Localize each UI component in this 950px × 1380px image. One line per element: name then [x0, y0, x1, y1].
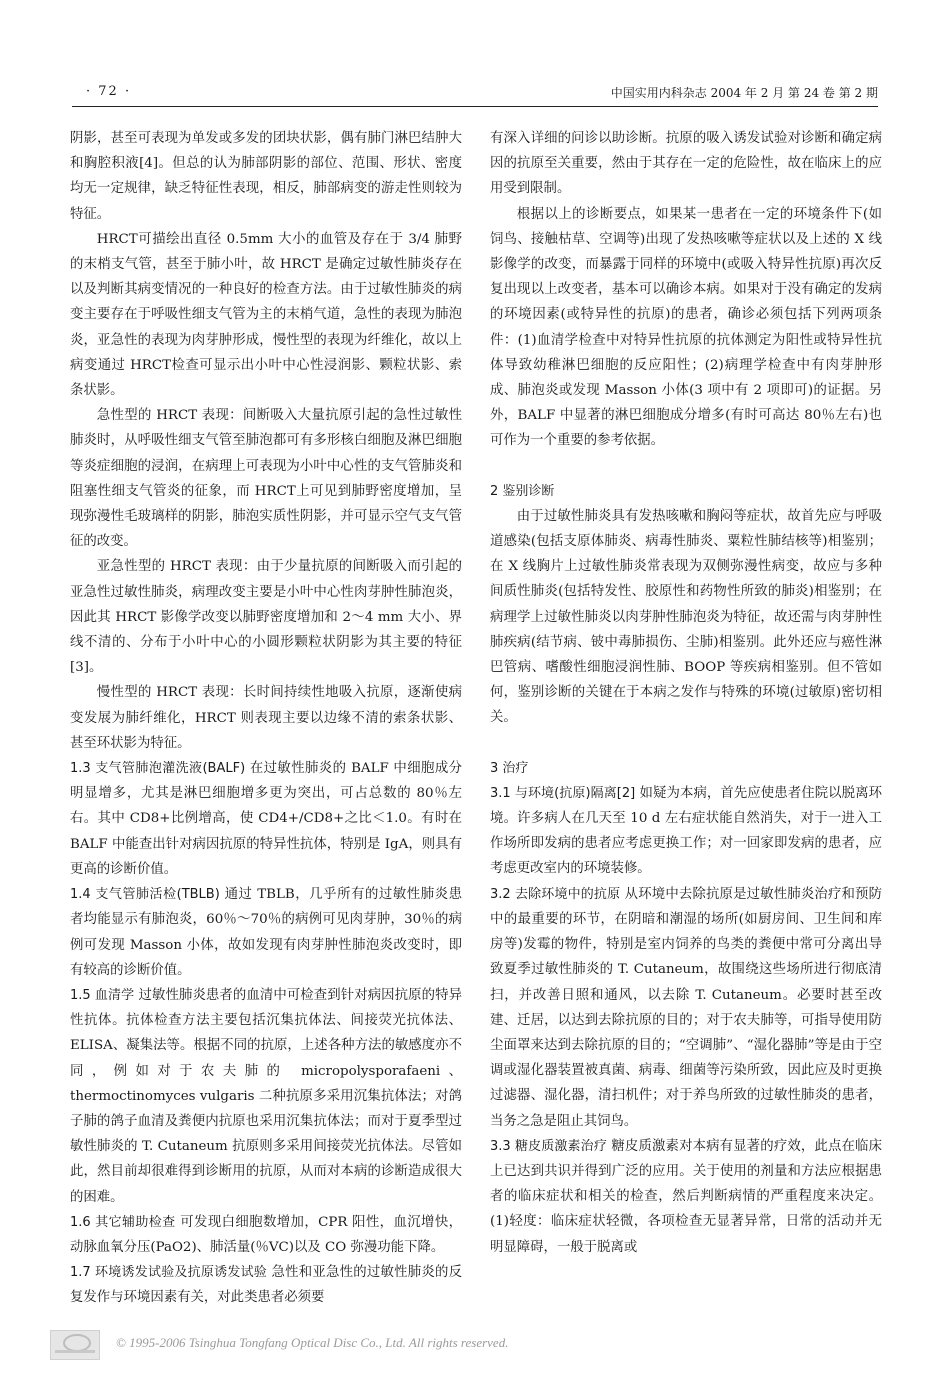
paragraph: 阴影，甚至可表现为单发或多发的团块状影，偶有肺门淋巴结肿大和胸腔积液[4]。但总的认为肺部阴影的部位、范围、形状、密度均无一定规律，缺乏特征性表现，相反，肺部病变的游走性则较为特征。 [70, 131, 462, 222]
right-column [490, 126, 882, 1260]
paragraph-text: 糖皮质激素对本病有显著的疗效，此点在临床上已达到共识并得到广泛的应用。关于使用的剂量和方法应根据患者的临床症状和相关的检查，然后判断病情的严重程度来决定。(1)轻度：临床症状轻微，各项检查无显著异常，日常的活动并无明显障碍，一般于脱离或 [490, 1138, 882, 1255]
paragraph: 根据以上的诊断要点，如果某一患者在一定的环境条件下(如饲鸟、接触枯草、空调等)出现了发热咳嗽等症状以及上述的 X 线影像学的改变，而暴露于同样的环境中(或吸入特异性抗原)再次反复出现以上改变者，基本可以确诊本病。如果对于没有确定的发病的环境因素(或特异性的抗原)的患者，确诊必须包括下列两项条件：(1)血清学检查中对特异性抗原的抗体测定为阳性或特异性抗体导致幼稚淋巴细胞的反应阳性；(2)病理学检查中有肉芽肿形成、肺泡炎或发现 Masson 小体(3 项中有 2 项即可)的证据。另外，BALF 中显著的淋巴细胞成分增多(有时可高达 80％左右)也可作为一个重要的参考依据。 [490, 206, 882, 449]
paragraph [70, 1210, 462, 1260]
section-heading: 3 治疗 [490, 760, 529, 776]
subsection-heading: 3.1 与环境(抗原)隔离[2] [490, 785, 636, 801]
journal-citation: 中国实用内科杂志 2004 年 2 月 第 24 卷 第 2 期 [610, 86, 878, 100]
logo-underline [55, 1350, 95, 1353]
subsection-heading: 1.6 其它辅助检查 [70, 1214, 176, 1230]
paragraph: 亚急性型的 HRCT 表现：由于少量抗原的间断吸入而引起的亚急性过敏性肺炎，病理改变主要是小叶中心性肉芽肿性肺泡炎，因此其 HRCT 影像学改变以肺野密度增加和 2～4 mm 大小、界线不清的、分布于小叶中心的小圆形颗粒状阴影为其主要的特征[3]。 [70, 559, 462, 676]
paragraph [490, 882, 882, 1134]
paragraph-text: 从环境中去除抗原是过敏性肺炎治疗和预防中的最重要的环节，在阴暗和潮湿的场所(如厨房间、卫生间和库房等)发霉的物件，特别是室内饲养的鸟类的粪便中常可分离出导致夏季过敏性肺炎的 T. Cutaneum，故围绕这些场所进行彻底清扫，并改善日照和通风，以去除 T. Cutaneum。必要时甚至改建、迁居，以达到去除抗原的目的；对于农夫肺等，可指导使用防尘面罩来达到去除抗原的目的；“空调肺”、“湿化器肺”等是由于空调或湿化器装置被真菌、病毒、细菌等污染所致，因此应及时更换过滤器、湿化器，清扫机件；对于养鸟所致的过敏性肺炎的患者，当务之急是阻止其饲鸟。 [490, 886, 882, 1129]
paragraph: 慢性型的 HRCT 表现：长时间持续性地吸入抗原，逐渐使病变发展为肺纤维化，HRCT 则表现主要以边缘不清的索条状影、甚至环状影为特征。 [70, 685, 462, 751]
paragraph-text: 在过敏性肺炎的 BALF 中细胞成分明显增多，尤其是淋巴细胞增多更为突出，可占总数的 80％左右。其中 CD8+比例增高，使 CD4+/CD8+之比＜1.0。有时在 BALF 中能查出针对病因抗原的特异性抗体，特别是 IgA，则具有更高的诊断价值。 [70, 761, 463, 877]
spacer [490, 731, 882, 756]
paragraph [70, 756, 462, 882]
page-number: · 72 · [86, 84, 132, 99]
subsection-heading: 3.2 去除环境中的抗原 [490, 886, 621, 902]
subsection-heading: 3.3 糖皮质激素治疗 [490, 1138, 607, 1154]
running-header [72, 84, 878, 107]
spacer [490, 454, 882, 479]
paragraph: HRCT可描绘出直径 0.5mm 大小的血管及存在于 3/4 肺野的末梢支气管，甚至于肺小叶，故 HRCT 是确定过敏性肺炎存在以及判断其病变情况的一种良好的检查方法。由于过敏性肺炎的病变主要存在于呼吸性细支气管为主的末梢气道，急性的表现为肺泡炎，亚急性的表现为肉芽肿形成，慢性型的表现为纤维化，故以上病变通过 HRCT检查可显示出小叶中心性浸润影、颗粒状影、索条状影。 [70, 231, 462, 399]
footer [50, 1330, 650, 1358]
paragraph [490, 781, 882, 882]
paragraph [70, 1260, 462, 1310]
paragraph: 由于过敏性肺炎具有发热咳嗽和胸闷等症状，故首先应与呼吸道感染(包括支原体肺炎、病毒性肺炎、粟粒性肺结核等)相鉴别；在 X 线胸片上过敏性肺炎常表现为双侧弥漫性病变，故应与多种间质性肺炎(包括特发性、胶原性和药物性所致的肺炎)相鉴别；在病理学上过敏性肺炎以肉芽肿性肺泡炎为特征，故还需与肉芽肿性肺疾病(结节病、铍中毒肺损伤、尘肺)相鉴别。此外还应与癌性淋巴管病、嗜酸性细胞浸润性肺、BOOP 等疾病相鉴别。但不管如何，鉴别诊断的关键在于本病之发作与特殊的环境(过敏原)密切相关。 [490, 508, 882, 726]
paragraph-text: 可发现白细胞数增加，CPR 阳性，血沉增快，动脉血氧分压(PaO2)、肺活量(％VC)以及 CO 弥漫功能下降。 [70, 1214, 462, 1255]
paragraph-text: 过敏性肺炎患者的血清中可检查到针对病因抗原的特异性抗体。抗体检查方法主要包括沉集抗体法、间接荧光抗体法、ELISA、凝集法等。根据不同的抗原，上述各种方法的敏感度亦不同，例如对于农夫肺的 micropolysporafaeni、thermoctinomyces vulgaris 二种抗原多采用沉集抗体法；对鸽子肺的鸽子血清及粪便内抗原也采用沉集抗体法；而对于夏季型过敏性肺炎的 T. Cutaneum 抗原则多采用间接荧光抗体法。尽管如此，然目前却很难得到诊断用的抗原，从而对本病的诊断造成很大的困难。 [70, 987, 462, 1205]
paragraph-text: 急性和亚急性的过敏性肺炎的反复发作与环境因素有关，对此类患者必须要 [70, 1265, 462, 1306]
paragraph [490, 1134, 882, 1260]
left-column [70, 126, 462, 1311]
paragraph [70, 882, 462, 983]
section-heading: 2 鉴别诊断 [490, 483, 555, 499]
copyright-notice: © 1995-2006 Tsinghua Tongfang Optical Disc Co., Ltd. All rights reserved. [116, 1335, 509, 1350]
paragraph-text: 通过 TBLB，几乎所有的过敏性肺炎患者均能显示有肺泡炎，60％～70％的病例可见肉芽肿，30％的病例可发现 Masson 小体，故如发现有肉芽肿性肺泡炎改变时，即有较高的诊断价值。 [70, 887, 462, 978]
paragraph: 有深入详细的问诊以助诊断。抗原的吸入诱发试验对诊断和确定病因的抗原至关重要，然由于其存在一定的危险性，故在临床上的应用受到限制。 [490, 131, 882, 197]
paragraph: 急性型的 HRCT 表现：间断吸入大量抗原引起的急性过敏性肺炎时，从呼吸性细支气管至肺泡都可有多形核白细胞及淋巴细胞等炎症细胞的浸润，在病理上可表现为小叶中心性的支气管肺炎和阻塞性细支气管炎的征象，而 HRCT上可见到肺野密度增加，呈现弥漫性毛玻璃样的阴影，肺泡实质性阴影，并可显示空气支气管征的改变。 [70, 408, 462, 550]
subsection-heading: 1.7 环境诱发试验及抗原诱发试验 [70, 1265, 268, 1281]
paragraph-text: 如疑为本病，首先应使患者住院以脱离环境。许多病人在几天至 10 d 左右症状能自然消失，对于一进入工作场所即发病的患者应考虑更换工作；对一回家即发病的患者，应考虑更改室内的环境装修。 [490, 785, 882, 877]
subsection-heading: 1.5 血清学 [70, 987, 135, 1003]
subsection-heading: 1.3 支气管肺泡灌洗液(BALF) [70, 761, 246, 777]
paragraph [70, 983, 462, 1210]
cnki-logo-icon [50, 1330, 100, 1360]
subsection-heading: 1.4 支气管肺活检(TBLB) [70, 887, 220, 903]
